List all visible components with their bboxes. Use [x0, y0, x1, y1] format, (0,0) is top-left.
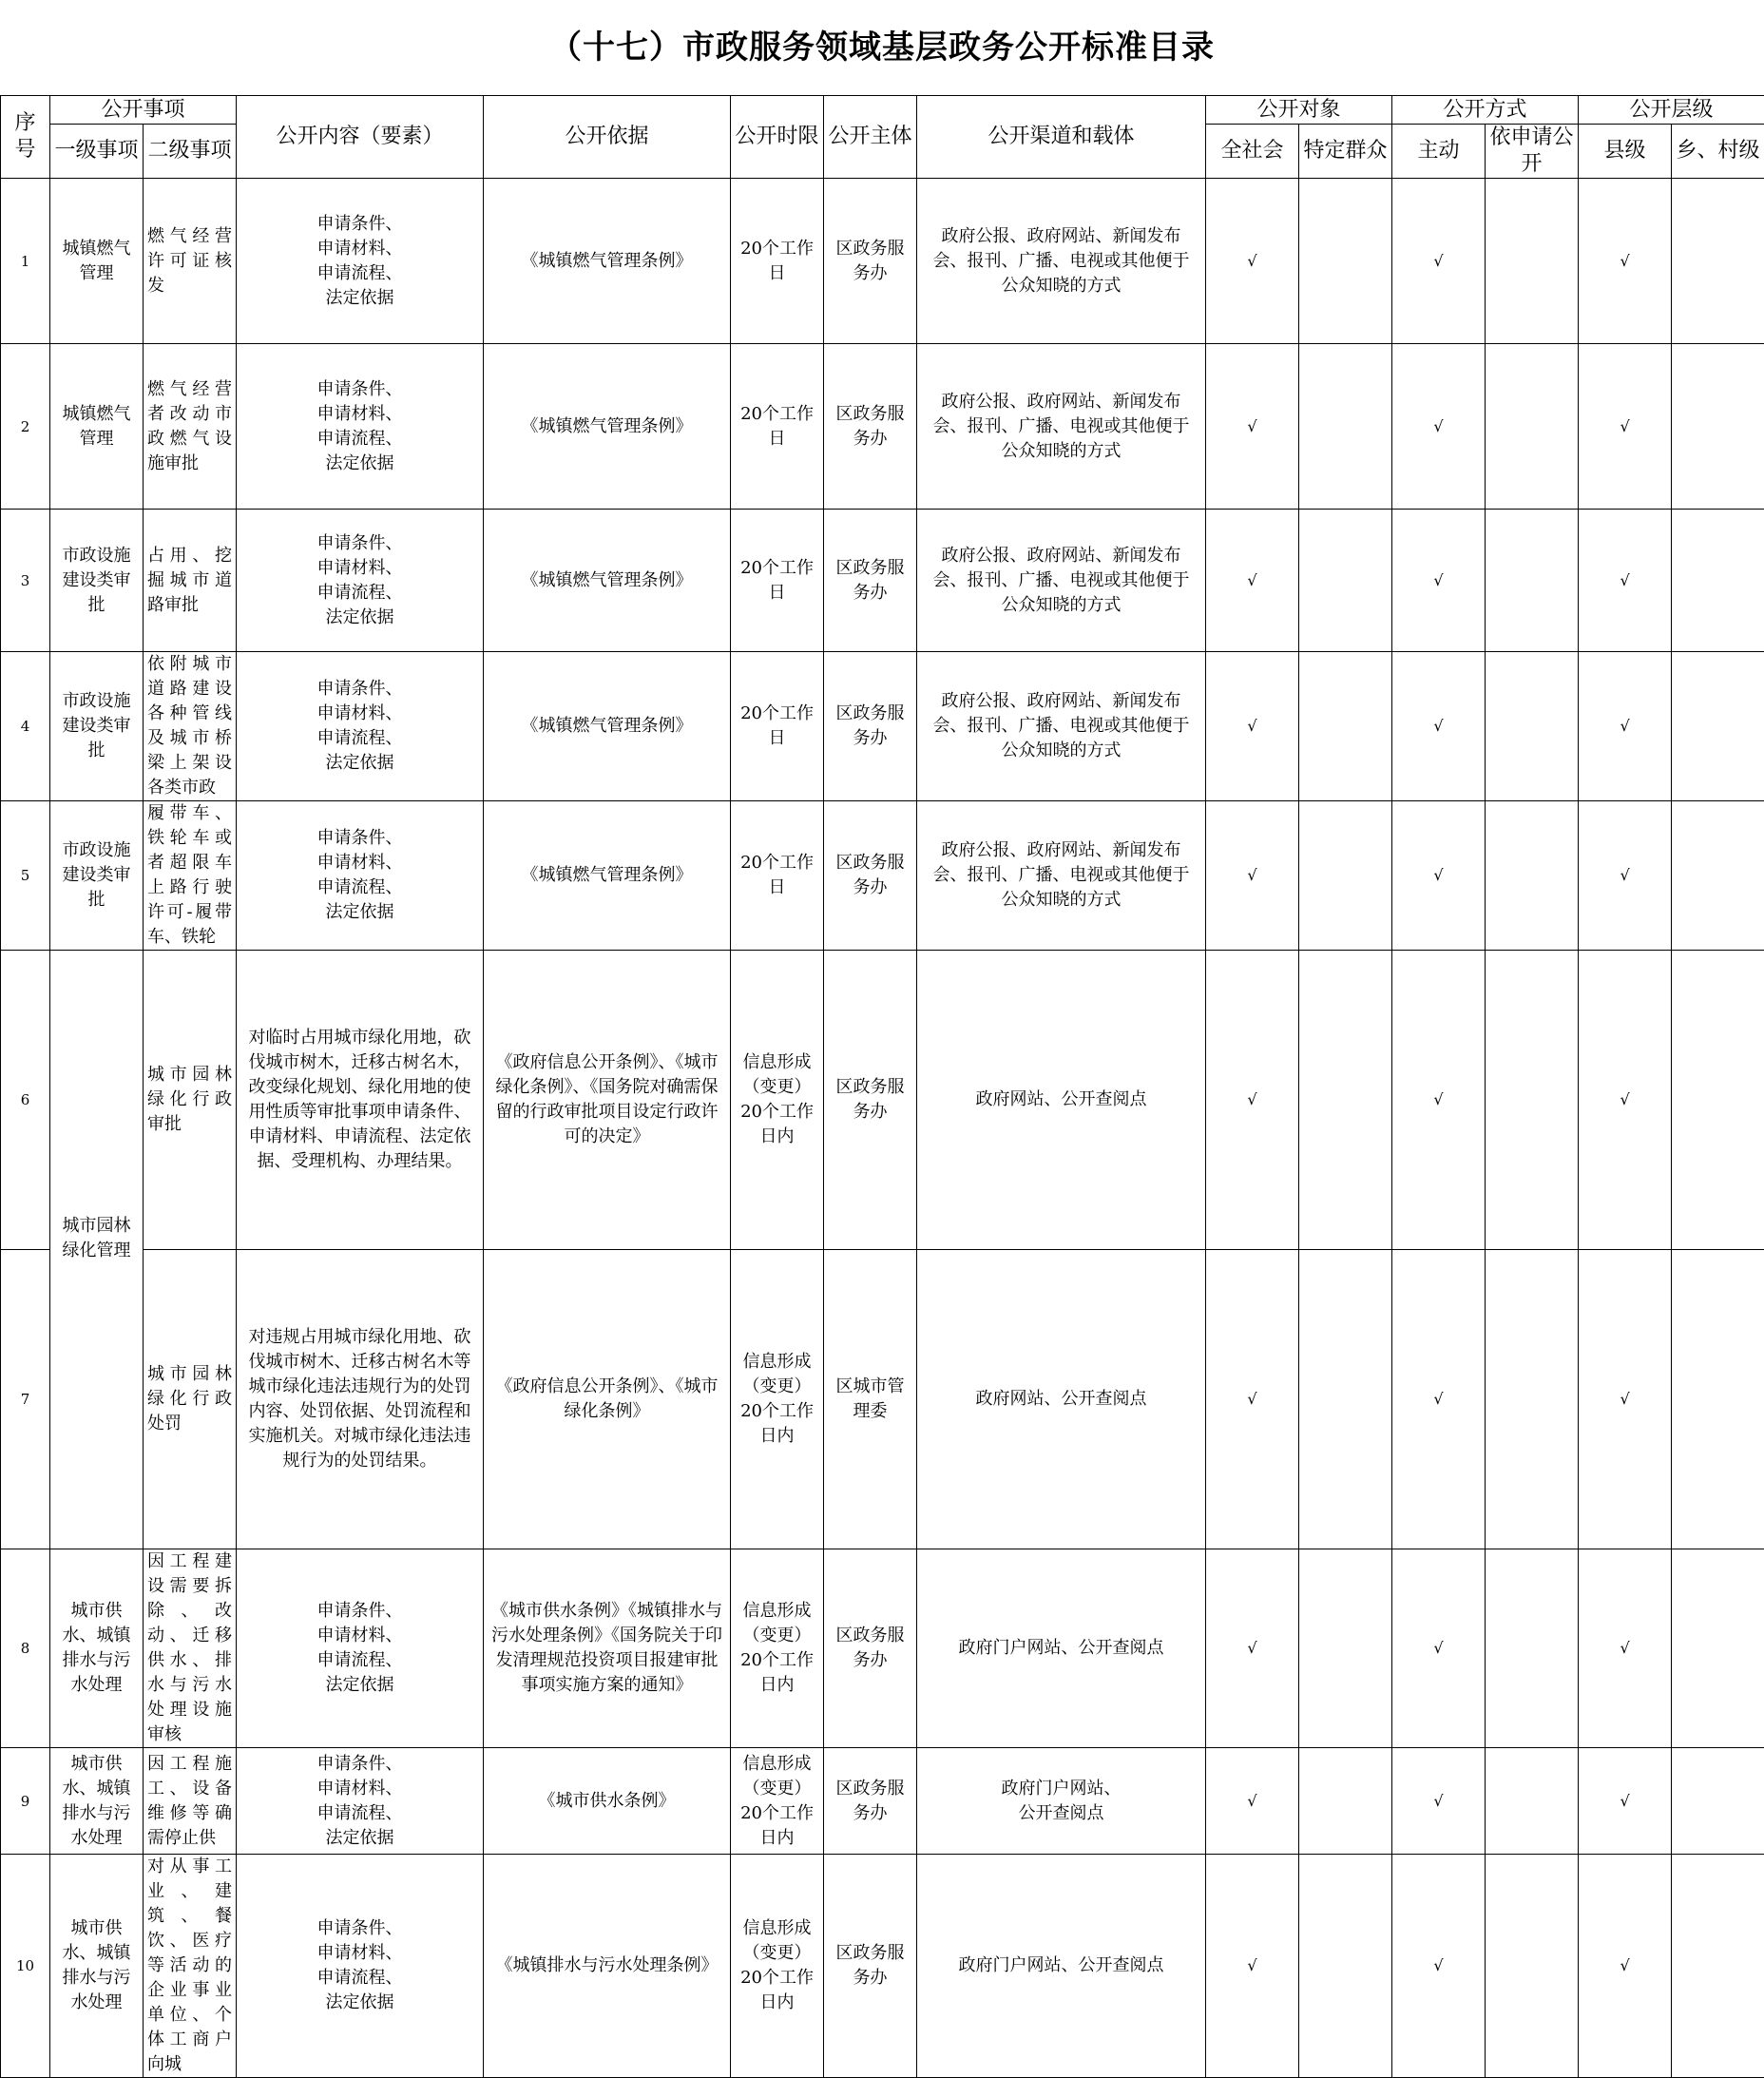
cell-seq: 3 — [1, 510, 50, 652]
cell-target-specific — [1299, 652, 1392, 801]
cell-method-request — [1486, 179, 1579, 344]
header-level-village: 乡、村级 — [1672, 125, 1764, 179]
cell-channel: 政府公报、政府网站、新闻发布会、报刊、广播、电视或其他便于公众知晓的方式 — [917, 801, 1206, 951]
cell-time-limit: 20个工作日 — [731, 510, 824, 652]
cell-method-request — [1486, 1855, 1579, 2078]
cell-method-request — [1486, 801, 1579, 951]
cell-level-county: √ — [1579, 1549, 1672, 1748]
cell-basis: 《城市供水条例》《城镇排水与污水处理条例》《国务院关于印发清理规范投资项目报建审批事项实施方案的通知》 — [484, 1549, 731, 1748]
cell-basis: 《城镇燃气管理条例》 — [484, 344, 731, 510]
cell-level2: 对从事工业、建筑、餐饮、医疗等活动的企业事业单位、个体工商户向城 — [144, 1855, 237, 2078]
cell-method-request — [1486, 1250, 1579, 1549]
cell-target-all: √ — [1206, 344, 1299, 510]
cell-target-all: √ — [1206, 801, 1299, 951]
cell-target-all: √ — [1206, 510, 1299, 652]
cell-level-village — [1672, 510, 1764, 652]
cell-level1: 城市供水、城镇排水与污水处理 — [50, 1549, 144, 1748]
cell-content: 申请条件、 申请材料、 申请流程、 法定依据 — [237, 652, 484, 801]
cell-level2: 占用、挖掘城市道路审批 — [144, 510, 237, 652]
cell-level2: 燃气经营者改动市政燃气设施审批 — [144, 344, 237, 510]
header-target-all: 全社会 — [1206, 125, 1299, 179]
header-time-limit: 公开时限 — [731, 96, 824, 179]
cell-target-specific — [1299, 510, 1392, 652]
cell-level1: 城镇燃气管理 — [50, 179, 144, 344]
cell-basis: 《城镇排水与污水处理条例》 — [484, 1855, 731, 2078]
cell-method-active: √ — [1392, 1250, 1486, 1549]
cell-level-village — [1672, 1250, 1764, 1549]
cell-channel: 政府门户网站、公开查阅点 — [917, 1549, 1206, 1748]
header-row-1 — [1, 96, 1764, 125]
cell-seq: 9 — [1, 1748, 50, 1855]
table-row — [1, 1250, 1764, 1549]
cell-subject: 区政务服务办 — [824, 801, 917, 951]
cell-method-active: √ — [1392, 801, 1486, 951]
cell-method-request — [1486, 1549, 1579, 1748]
header-method: 公开方式 — [1392, 96, 1579, 125]
cell-level1: 城市园林绿化管理 — [50, 951, 144, 1549]
cell-time-limit: 信息形成（变更）20个工作日内 — [731, 1748, 824, 1855]
cell-target-all: √ — [1206, 951, 1299, 1250]
table-row — [1, 510, 1764, 652]
cell-level-village — [1672, 652, 1764, 801]
cell-target-specific — [1299, 179, 1392, 344]
cell-subject: 区政务服务办 — [824, 951, 917, 1250]
cell-subject: 区政务服务办 — [824, 179, 917, 344]
cell-method-request — [1486, 510, 1579, 652]
cell-channel: 政府网站、公开查阅点 — [917, 951, 1206, 1250]
cell-level-county: √ — [1579, 1250, 1672, 1549]
cell-level-county: √ — [1579, 1855, 1672, 2078]
cell-time-limit: 20个工作日 — [731, 344, 824, 510]
cell-method-active: √ — [1392, 179, 1486, 344]
cell-target-specific — [1299, 1855, 1392, 2078]
cell-basis: 《城镇燃气管理条例》 — [484, 801, 731, 951]
cell-content: 申请条件、 申请材料、 申请流程、 法定依据 — [237, 1855, 484, 2078]
cell-level-county: √ — [1579, 652, 1672, 801]
header-basis: 公开依据 — [484, 96, 731, 179]
cell-target-all: √ — [1206, 652, 1299, 801]
cell-target-all: √ — [1206, 1855, 1299, 2078]
header-method-active: 主动 — [1392, 125, 1486, 179]
cell-time-limit: 信息形成（变更）20个工作日内 — [731, 1855, 824, 2078]
cell-target-all: √ — [1206, 1549, 1299, 1748]
cell-basis: 《城市供水条例》 — [484, 1748, 731, 1855]
cell-method-active: √ — [1392, 1748, 1486, 1855]
cell-level1: 城市供水、城镇排水与污水处理 — [50, 1748, 144, 1855]
cell-level-village — [1672, 801, 1764, 951]
catalog-table — [0, 95, 1764, 2078]
cell-seq: 8 — [1, 1549, 50, 1748]
cell-level1: 市政设施建设类审批 — [50, 510, 144, 652]
cell-target-specific — [1299, 801, 1392, 951]
header-level1: 一级事项 — [50, 125, 144, 179]
cell-time-limit: 信息形成（变更）20个工作日内 — [731, 951, 824, 1250]
cell-level2: 履带车、铁轮车或者超限车上路行驶许可-履带车、铁轮 — [144, 801, 237, 951]
cell-channel: 政府公报、政府网站、新闻发布会、报刊、广播、电视或其他便于公众知晓的方式 — [917, 344, 1206, 510]
cell-target-specific — [1299, 951, 1392, 1250]
header-method-request: 依申请公开 — [1486, 125, 1579, 179]
table-row — [1, 1855, 1764, 2078]
cell-basis: 《城镇燃气管理条例》 — [484, 510, 731, 652]
cell-time-limit: 信息形成（变更）20个工作日内 — [731, 1549, 824, 1748]
cell-subject: 区政务服务办 — [824, 1748, 917, 1855]
cell-level1: 城镇燃气管理 — [50, 344, 144, 510]
cell-target-specific — [1299, 1549, 1392, 1748]
cell-seq: 5 — [1, 801, 50, 951]
cell-target-specific — [1299, 1748, 1392, 1855]
cell-channel: 政府网站、公开查阅点 — [917, 1250, 1206, 1549]
table-row — [1, 344, 1764, 510]
cell-target-all: √ — [1206, 179, 1299, 344]
cell-target-specific — [1299, 344, 1392, 510]
page-title: （十七）市政服务领域基层政务公开标准目录 — [0, 21, 1764, 67]
header-target: 公开对象 — [1206, 96, 1392, 125]
cell-seq: 10 — [1, 1855, 50, 2078]
header-subject: 公开主体 — [824, 96, 917, 179]
cell-content: 对违规占用城市绿化用地、砍伐城市树木、迁移古树名木等城市绿化违法违规行为的处罚内容、处罚依据、处罚流程和实施机关。对城市绿化违法违规行为的处罚结果。 — [237, 1250, 484, 1549]
cell-seq: 6 — [1, 951, 50, 1250]
cell-subject: 区政务服务办 — [824, 344, 917, 510]
cell-time-limit: 信息形成（变更）20个工作日内 — [731, 1250, 824, 1549]
cell-method-active: √ — [1392, 510, 1486, 652]
cell-method-request — [1486, 344, 1579, 510]
cell-content: 申请条件、 申请材料、 申请流程、 法定依据 — [237, 1748, 484, 1855]
cell-level-village — [1672, 179, 1764, 344]
cell-level-village — [1672, 1549, 1764, 1748]
table-row — [1, 652, 1764, 801]
cell-level-county: √ — [1579, 510, 1672, 652]
cell-level2: 燃气经营许可证核发 — [144, 179, 237, 344]
cell-time-limit: 20个工作日 — [731, 652, 824, 801]
cell-method-active: √ — [1392, 951, 1486, 1250]
header-level2: 二级事项 — [144, 125, 237, 179]
cell-subject: 区政务服务办 — [824, 1549, 917, 1748]
cell-level-village — [1672, 1748, 1764, 1855]
cell-subject: 区政务服务办 — [824, 510, 917, 652]
cell-subject: 区政务服务办 — [824, 652, 917, 801]
cell-level-village — [1672, 951, 1764, 1250]
cell-level2: 因工程施工、设备维修等确需停止供 — [144, 1748, 237, 1855]
cell-channel: 政府门户网站、公开查阅点 — [917, 1855, 1206, 2078]
cell-basis: 《政府信息公开条例》、《城市绿化条例》、《国务院对确需保留的行政审批项目设定行政许可的决定》 — [484, 951, 731, 1250]
cell-level1: 市政设施建设类审批 — [50, 652, 144, 801]
header-content: 公开内容（要素） — [237, 96, 484, 179]
cell-level-village — [1672, 344, 1764, 510]
cell-content: 申请条件、 申请材料、 申请流程、 法定依据 — [237, 1549, 484, 1748]
cell-time-limit: 20个工作日 — [731, 179, 824, 344]
cell-target-specific — [1299, 1250, 1392, 1549]
header-channel: 公开渠道和载体 — [917, 96, 1206, 179]
header-level-county: 县级 — [1579, 125, 1672, 179]
cell-content: 对临时占用城市绿化用地，砍伐城市树木，迁移古树名木，改变绿化规划、绿化用地的使用性质等审批事项申请条件、申请材料、申请流程、法定依据、受理机构、办理结果。 — [237, 951, 484, 1250]
cell-channel: 政府公报、政府网站、新闻发布会、报刊、广播、电视或其他便于公众知晓的方式 — [917, 179, 1206, 344]
cell-level1: 市政设施建设类审批 — [50, 801, 144, 951]
cell-level2: 依附城市道路建设各种管线及城市桥梁上架设各类市政 — [144, 652, 237, 801]
cell-seq: 1 — [1, 179, 50, 344]
table-row — [1, 179, 1764, 344]
cell-level2: 城市园林绿化行政审批 — [144, 951, 237, 1250]
header-level: 公开层级 — [1579, 96, 1764, 125]
cell-method-request — [1486, 951, 1579, 1250]
cell-method-active: √ — [1392, 344, 1486, 510]
cell-time-limit: 20个工作日 — [731, 801, 824, 951]
cell-channel: 政府门户网站、 公开查阅点 — [917, 1748, 1206, 1855]
cell-method-request — [1486, 652, 1579, 801]
cell-content: 申请条件、 申请材料、 申请流程、 法定依据 — [237, 344, 484, 510]
cell-subject: 区政务服务办 — [824, 1855, 917, 2078]
table-body — [1, 179, 1764, 2078]
cell-basis: 《政府信息公开条例》、《城市绿化条例》 — [484, 1250, 731, 1549]
header-public-items: 公开事项 — [50, 96, 237, 125]
cell-method-active: √ — [1392, 652, 1486, 801]
cell-basis: 《城镇燃气管理条例》 — [484, 652, 731, 801]
cell-seq: 2 — [1, 344, 50, 510]
cell-seq: 7 — [1, 1250, 50, 1549]
header-seq: 序号 — [1, 96, 50, 179]
cell-level-county: √ — [1579, 951, 1672, 1250]
table-row — [1, 1748, 1764, 1855]
cell-subject: 区城市管理委 — [824, 1250, 917, 1549]
cell-method-active: √ — [1392, 1549, 1486, 1748]
cell-level-county: √ — [1579, 344, 1672, 510]
cell-method-active: √ — [1392, 1855, 1486, 2078]
header-target-specific: 特定群众 — [1299, 125, 1392, 179]
cell-channel: 政府公报、政府网站、新闻发布会、报刊、广播、电视或其他便于公众知晓的方式 — [917, 510, 1206, 652]
table-row — [1, 1549, 1764, 1748]
cell-level2: 城市园林绿化行政处罚 — [144, 1250, 237, 1549]
cell-target-all: √ — [1206, 1748, 1299, 1855]
cell-target-all: √ — [1206, 1250, 1299, 1549]
cell-channel: 政府公报、政府网站、新闻发布会、报刊、广播、电视或其他便于公众知晓的方式 — [917, 652, 1206, 801]
cell-method-request — [1486, 1748, 1579, 1855]
cell-basis: 《城镇燃气管理条例》 — [484, 179, 731, 344]
cell-level-county: √ — [1579, 801, 1672, 951]
cell-level2: 因工程建设需要拆除、改动、迁移供水、排水与污水处理设施审核 — [144, 1549, 237, 1748]
cell-level1: 城市供水、城镇排水与污水处理 — [50, 1855, 144, 2078]
cell-content: 申请条件、 申请材料、 申请流程、 法定依据 — [237, 801, 484, 951]
cell-seq: 4 — [1, 652, 50, 801]
cell-level-county: √ — [1579, 179, 1672, 344]
cell-level-county: √ — [1579, 1748, 1672, 1855]
cell-level-village — [1672, 1855, 1764, 2078]
table-row — [1, 951, 1764, 1250]
table-row — [1, 801, 1764, 951]
cell-content: 申请条件、 申请材料、 申请流程、 法定依据 — [237, 510, 484, 652]
cell-content: 申请条件、 申请材料、 申请流程、 法定依据 — [237, 179, 484, 344]
